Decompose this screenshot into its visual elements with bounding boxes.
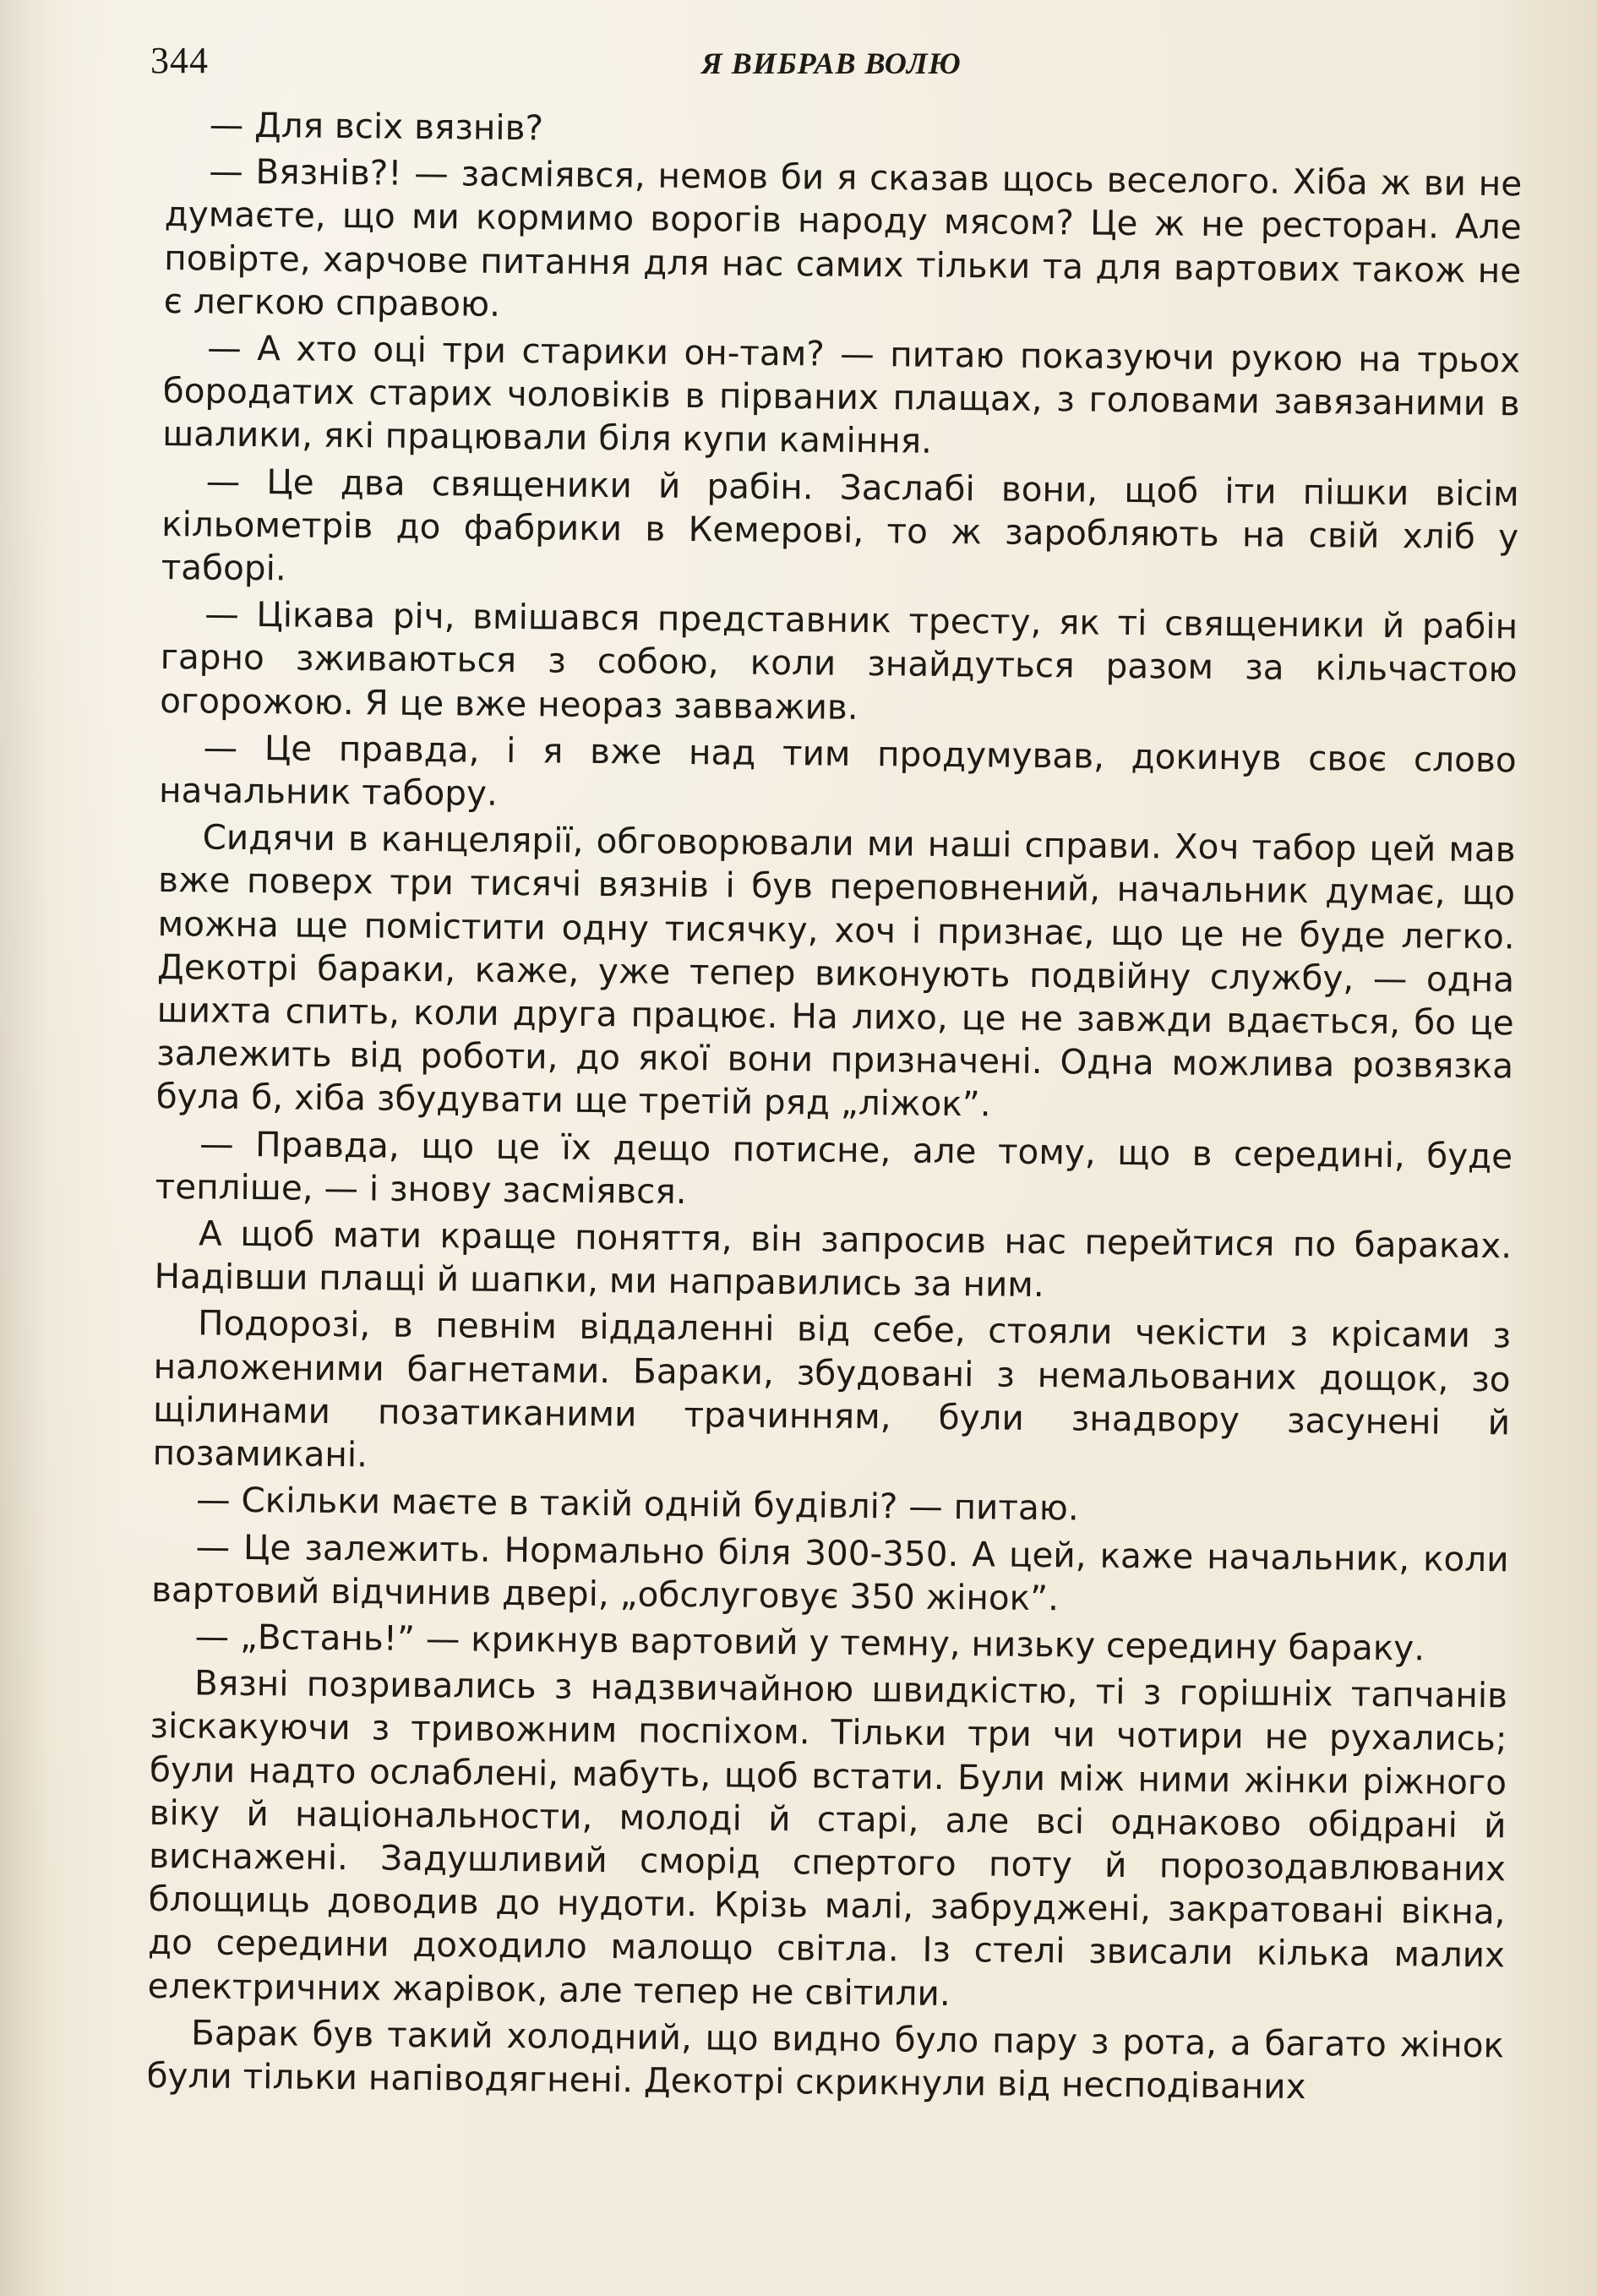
paragraph: А щоб мати краще поняття, він запросив нас перейтися по бараках. Надівши плащі й шапки, ми направились за ним. xyxy=(154,1213,1513,1306)
paragraph: — Для всіх вязнів? xyxy=(209,104,544,149)
running-title: Я ВИБРАВ ВОЛЮ xyxy=(701,46,962,80)
page-header xyxy=(150,35,1519,95)
paragraph: — Вязнів?! — засміявся, немов би я сказав щось веселого. Хіба ж ви не думаєте, що ми кормимо ворогів народу мясом? Це ж не ресторан. Але повірте, харчове питання для нас самих тільки та для вартових також не є легкою справою. xyxy=(163,150,1523,324)
paragraph: Вязні позривались з надзвичайною швидкістю, ті з горішніх тапчанів зіскакуючи з тривожним поспіхом. Тільки три чи чотири не рухались; були надто ослаблені, мабуть, щоб встати. Були між ними жінки ріжного віку й національности, молоді й старі, але всі однаково обідрані й виснажені. Задушливий сморід спертого поту й порозодавлюваних блощиць доводив до нудоти. Крізь малі, забруджені, закратовані вікна, до середини доходило малощо світла. Із стелі звисали кілька малих електричних жарівок, але тепер не світили. xyxy=(147,1662,1508,2014)
paragraph: — Це залежить. Нормально біля 300-350. А цей, каже начальник, коли вартовий відчинив двері, „обслуговує 350 жінок”. xyxy=(150,1525,1509,1618)
paragraph: — Це правда, і я вже над тим продумував, докинув своє слово начальник табору. xyxy=(158,727,1517,814)
paragraph: — А хто оці три старики он-там? — питаю показуючи рукою на трьох бородатих старих чоловіків в пірваних плащах, з головами завязаними в шалики, які працювали біля купи каміння. xyxy=(162,327,1521,462)
page-number: 344 xyxy=(150,40,209,81)
paragraph: — Скільки маєте в такій одній будівлі? — питаю. xyxy=(195,1479,1079,1529)
paragraph: Сидячи в канцелярії, обговорювали ми наші справи. Хоч табор цей мав вже поверх три тисячі вязнів і був переповнений, начальник думає, що можна ще помістити одну тисячку, хоч і признає, що це не буде легко. Декотрі бараки, каже, уже тепер виконують подвійну службу, — одна шихта спить, коли друга працює. На лихо, це не завжди вдається, бо це залежить від роботи, до якої вони призначені. Одна можлива розвязка була б, хіба збудувати ще третій ряд „ліжок”. xyxy=(155,816,1516,1125)
paragraph: — Цікава річ, вмішався представник тресту, як ті священики й рабін гарно зживаються з собою, коли знайдуться разом за кільчастою огорожою. Я це вже неораз завважив. xyxy=(159,593,1518,728)
paragraph: — „Встань!” — крикнув вартовий у темну, низьку середину бараку. xyxy=(194,1616,1425,1669)
paragraph: — Правда, що це їх дещо потисне, але тому, що в середині, буде тепліше, — і знову засміявся. xyxy=(155,1123,1513,1212)
paragraph: Барак був такий холодний, що видно було пару з рота, а багато жінок були тільки напіводягнені. Декотрі скрикнули від несподіваних xyxy=(146,2012,1505,2107)
paragraph: — Це два священики й рабін. Заслабі вони, щоб іти пішки вісім кільометрів до фабрики в Кемерові, то ж заробляють на свій хліб у таборі. xyxy=(161,461,1519,589)
paragraph: Подорозі, в певнім віддаленні від себе, стояли чекісти з крісами з наложеними багнетами. Бараки, збудовані з немальованих дощок, зо щілинами позатиканими трачинням, були знадвору засунені й позамикані. xyxy=(152,1302,1512,1475)
body-text xyxy=(146,103,1523,2113)
